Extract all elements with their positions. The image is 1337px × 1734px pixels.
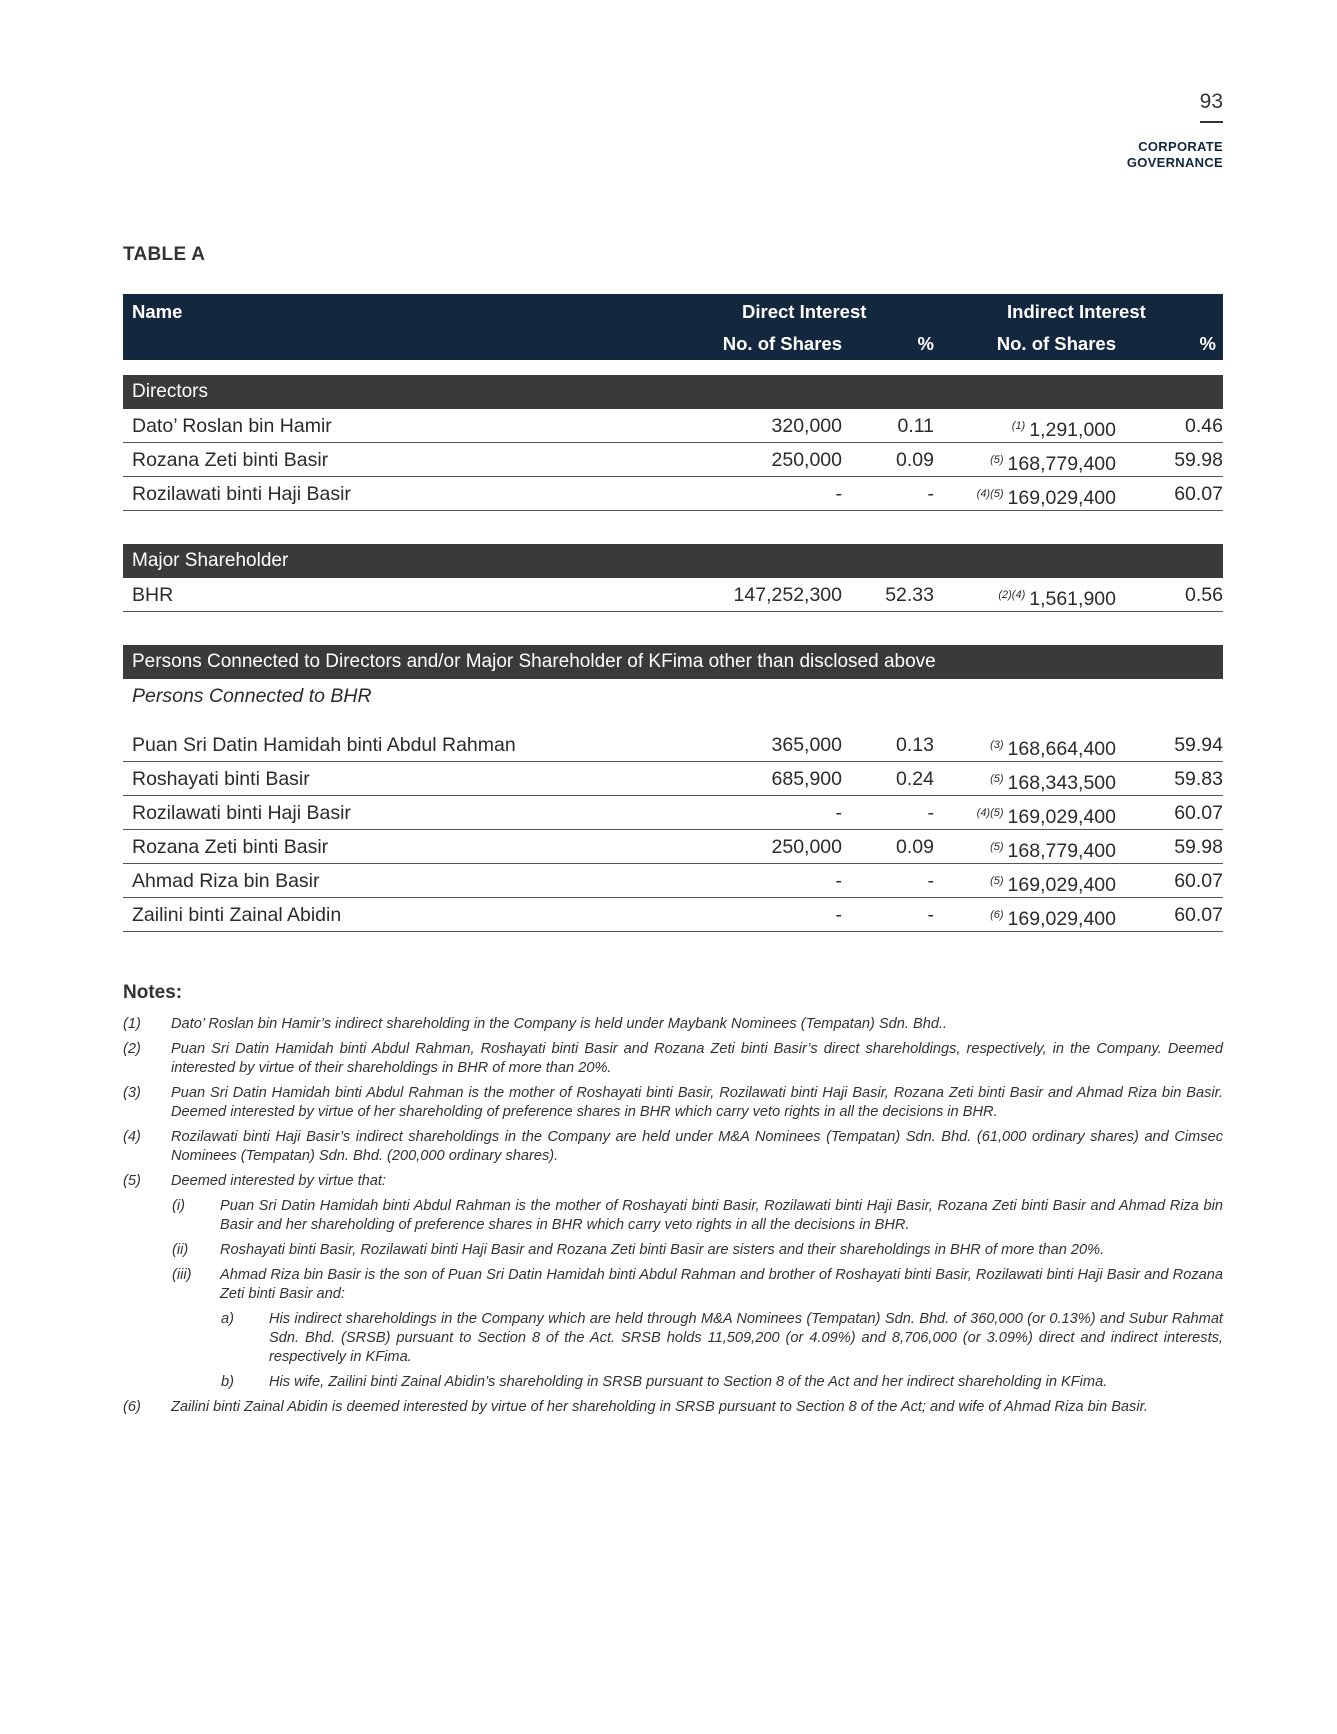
table-row bbox=[123, 864, 1223, 898]
row-note-ref: (3) bbox=[990, 739, 1004, 751]
row-indirect-shares-cell bbox=[977, 796, 1116, 834]
table-row bbox=[123, 409, 1223, 443]
row-indirect-shares-cell bbox=[990, 898, 1116, 936]
group-persons-connected: Persons Connected to Directors and/or Major Shareholder of KFima other than disclosed above bbox=[123, 645, 1223, 679]
row-direct-shares: - bbox=[835, 904, 842, 926]
row-indirect-shares: 169,029,400 bbox=[1007, 908, 1116, 930]
table-row bbox=[123, 578, 1223, 612]
note-item bbox=[123, 1172, 1223, 1191]
row-direct-pct: 0.11 bbox=[897, 415, 934, 437]
row-direct-pct: - bbox=[927, 483, 934, 505]
note-item bbox=[123, 1241, 1223, 1260]
row-indirect-pct: 59.98 bbox=[1174, 836, 1223, 858]
section-label-line2: GOVERNANCE bbox=[1126, 155, 1223, 170]
row-name: Rozilawati binti Haji Basir bbox=[132, 802, 351, 824]
row-name: Ahmad Riza bin Basir bbox=[132, 870, 320, 892]
row-note-ref: (5) bbox=[990, 773, 1004, 785]
persons-connected-rows bbox=[123, 728, 1223, 932]
note-text: Rozilawati binti Haji Basir’s indirect shareholdings in the Company are held under M&A Nominees (Tempatan) Sdn. Bhd. (61,000 ordinary shares) and Cimsec Nominees (Tempatan) Sdn. Bhd. (200,000 ordinary shares). bbox=[171, 1129, 1223, 1164]
row-note-ref: (5) bbox=[990, 841, 1004, 853]
note-item bbox=[123, 1373, 1223, 1392]
table-row bbox=[123, 443, 1223, 477]
row-indirect-pct: 59.83 bbox=[1174, 768, 1223, 790]
header-indirect-interest: Indirect Interest bbox=[1007, 301, 1146, 322]
row-note-ref: (5) bbox=[990, 875, 1004, 887]
note-label: (1) bbox=[123, 1016, 141, 1032]
page-number-rule bbox=[1200, 121, 1223, 123]
note-text: Ahmad Riza bin Basir is the son of Puan Sri Datin Hamidah binti Abdul Rahman and brother of Roshayati binti Basir, Rozilawati binti Haji Basir and Rozana Zeti binti Basir and: bbox=[220, 1267, 1223, 1302]
note-text: Deemed interested by virtue that: bbox=[171, 1173, 386, 1189]
row-direct-pct: 0.09 bbox=[896, 836, 934, 858]
row-indirect-shares-cell bbox=[998, 578, 1116, 616]
row-name: Dato’ Roslan bin Hamir bbox=[132, 415, 332, 437]
header-direct-shares: No. of Shares bbox=[722, 333, 842, 354]
row-direct-shares: 320,000 bbox=[771, 415, 842, 437]
note-text: Puan Sri Datin Hamidah binti Abdul Rahman, Roshayati binti Basir and Rozana Zeti binti Basir’s direct shareholdings, respectively, in the Company. Deemed interested by virtue of their shareholdings in BHR of more than 20%. bbox=[171, 1041, 1223, 1076]
note-text: Zailini binti Zainal Abidin is deemed interested by virtue of her shareholding in SRSB pursuant to Section 8 of the Act; and wife of Ahmad Riza bin Basir. bbox=[171, 1399, 1148, 1415]
row-indirect-shares: 168,343,500 bbox=[1007, 772, 1116, 794]
header-indirect-pct: % bbox=[1199, 333, 1216, 354]
row-direct-pct: - bbox=[927, 870, 934, 892]
row-note-ref: (1) bbox=[1011, 420, 1026, 432]
directors-rows bbox=[123, 409, 1223, 511]
row-indirect-shares: 169,029,400 bbox=[1007, 487, 1116, 509]
note-text: Puan Sri Datin Hamidah binti Abdul Rahman is the mother of Roshayati binti Basir, Rozilawati binti Haji Basir, Rozana Zeti binti Basir and Ahmad Riza bin Basir and her shareholding of preference shares in BHR which carry veto rights in all the decisions in BHR. bbox=[220, 1198, 1223, 1233]
page-number: 93 bbox=[1199, 90, 1223, 113]
row-indirect-pct: 60.07 bbox=[1174, 904, 1223, 926]
row-indirect-shares-cell bbox=[990, 443, 1116, 481]
subgroup-persons-connected-bhr: Persons Connected to BHR bbox=[132, 685, 372, 707]
row-indirect-pct: 60.07 bbox=[1174, 870, 1223, 892]
header-direct-interest: Direct Interest bbox=[742, 301, 867, 322]
note-item bbox=[123, 1084, 1223, 1122]
note-text: His indirect shareholdings in the Company which are held through M&A Nominees (Tempatan) Sdn. Bhd. of 360,000 (or 0.13%) and Subur Rahmat Sdn. Bhd. (SRSB) pursuant to Section 8 of the Act. SRSB holds 11,509,200 (or 4.09%) and 8,706,000 (or 3.09%) direct and indirect interests, respectively in KFima. bbox=[269, 1311, 1223, 1365]
row-indirect-shares: 1,561,900 bbox=[1029, 588, 1116, 610]
row-name: Rozana Zeti binti Basir bbox=[132, 449, 329, 471]
table-header bbox=[123, 294, 1223, 360]
note-label: (5) bbox=[123, 1173, 141, 1189]
row-indirect-shares-cell bbox=[990, 830, 1116, 868]
row-direct-pct: 0.09 bbox=[896, 449, 934, 471]
row-indirect-shares-cell bbox=[990, 762, 1116, 800]
row-indirect-pct: 60.07 bbox=[1174, 483, 1223, 505]
row-direct-pct: - bbox=[927, 904, 934, 926]
row-indirect-pct: 59.94 bbox=[1174, 734, 1223, 756]
row-indirect-shares: 168,664,400 bbox=[1007, 738, 1116, 760]
table-row bbox=[123, 830, 1223, 864]
note-item bbox=[123, 1015, 1223, 1034]
header-direct-pct: % bbox=[917, 333, 934, 354]
row-indirect-pct: 0.56 bbox=[1185, 584, 1223, 606]
group-major-shareholder: Major Shareholder bbox=[123, 544, 1223, 578]
note-item bbox=[123, 1128, 1223, 1166]
note-label: (4) bbox=[123, 1129, 141, 1145]
note-label: (i) bbox=[172, 1198, 185, 1214]
note-text: Roshayati binti Basir, Rozilawati binti Haji Basir and Rozana Zeti binti Basir are sisters and their shareholdings in BHR of more than 20%. bbox=[220, 1242, 1105, 1258]
note-text: His wife, Zailini binti Zainal Abidin’s shareholding in SRSB pursuant to Section 8 of the Act and her indirect shareholding in KFima. bbox=[269, 1374, 1108, 1390]
row-direct-pct: - bbox=[927, 802, 934, 824]
notes-list bbox=[123, 1015, 1223, 1423]
row-note-ref: (4)(5) bbox=[976, 807, 1004, 819]
row-indirect-pct: 59.98 bbox=[1174, 449, 1223, 471]
row-name: Rozana Zeti binti Basir bbox=[132, 836, 329, 858]
row-indirect-shares: 168,779,400 bbox=[1007, 840, 1116, 862]
row-direct-pct: 52.33 bbox=[885, 584, 934, 606]
table-body bbox=[123, 375, 1223, 932]
section-label-line1: CORPORATE bbox=[1138, 139, 1223, 154]
row-indirect-shares-cell bbox=[990, 864, 1116, 902]
note-item bbox=[123, 1310, 1223, 1367]
row-name: Roshayati binti Basir bbox=[132, 768, 310, 790]
note-label: (3) bbox=[123, 1085, 141, 1101]
subgroup-spacer bbox=[123, 713, 1223, 728]
group-directors: Directors bbox=[123, 375, 1223, 409]
row-indirect-pct: 0.46 bbox=[1185, 415, 1223, 437]
group-spacer bbox=[123, 511, 1223, 544]
row-direct-shares: - bbox=[835, 802, 842, 824]
row-note-ref: (5) bbox=[990, 454, 1004, 466]
row-indirect-pct: 60.07 bbox=[1174, 802, 1223, 824]
row-name: Zailini binti Zainal Abidin bbox=[132, 904, 342, 926]
row-note-ref: (2)(4) bbox=[998, 589, 1026, 601]
row-direct-shares: - bbox=[835, 870, 842, 892]
note-label: (iii) bbox=[172, 1267, 192, 1283]
row-name: BHR bbox=[132, 584, 174, 606]
row-indirect-shares-cell bbox=[977, 477, 1116, 515]
table-row bbox=[123, 477, 1223, 511]
row-indirect-shares-cell bbox=[1012, 409, 1116, 447]
table-row bbox=[123, 762, 1223, 796]
note-label: (6) bbox=[123, 1399, 141, 1415]
row-indirect-shares: 168,779,400 bbox=[1007, 453, 1116, 475]
row-direct-shares: 250,000 bbox=[771, 836, 842, 858]
row-direct-pct: 0.24 bbox=[896, 768, 934, 790]
table-row bbox=[123, 796, 1223, 830]
table-row bbox=[123, 898, 1223, 932]
header-name: Name bbox=[132, 301, 183, 322]
note-label: (ii) bbox=[172, 1242, 189, 1258]
note-text: Dato’ Roslan bin Hamir’s indirect shareholding in the Company is held under Maybank Nominees (Tempatan) Sdn. Bhd.. bbox=[171, 1016, 948, 1032]
table-row bbox=[123, 728, 1223, 762]
note-label: b) bbox=[221, 1374, 234, 1390]
header-indirect-shares: No. of Shares bbox=[996, 333, 1116, 354]
table-title: TABLE A bbox=[123, 244, 206, 265]
row-indirect-shares: 1,291,000 bbox=[1029, 419, 1116, 441]
row-direct-shares: 250,000 bbox=[771, 449, 842, 471]
note-item bbox=[123, 1266, 1223, 1304]
row-indirect-shares: 169,029,400 bbox=[1007, 874, 1116, 896]
row-direct-shares: - bbox=[835, 483, 842, 505]
note-item bbox=[123, 1040, 1223, 1078]
group-spacer bbox=[123, 612, 1223, 645]
section-label bbox=[1127, 139, 1223, 171]
row-note-ref: (6) bbox=[990, 909, 1004, 921]
note-item bbox=[123, 1398, 1223, 1417]
notes-title: Notes: bbox=[123, 982, 183, 1003]
row-indirect-shares-cell bbox=[990, 728, 1116, 766]
row-direct-shares: 147,252,300 bbox=[733, 584, 842, 606]
note-label: (2) bbox=[123, 1041, 141, 1057]
note-text: Puan Sri Datin Hamidah binti Abdul Rahman is the mother of Roshayati binti Basir, Rozilawati binti Haji Basir, Rozana Zeti binti Basir and Ahmad Riza bin Basir. Deemed interested by virtue of her shareholding of preference shares in BHR which carry veto rights in all the decisions in BHR. bbox=[171, 1085, 1223, 1120]
row-direct-shares: 685,900 bbox=[771, 768, 842, 790]
note-item bbox=[123, 1197, 1223, 1235]
note-label: a) bbox=[221, 1311, 234, 1327]
row-name: Puan Sri Datin Hamidah binti Abdul Rahman bbox=[132, 734, 516, 756]
row-name: Rozilawati binti Haji Basir bbox=[132, 483, 351, 505]
row-direct-shares: 365,000 bbox=[771, 734, 842, 756]
row-direct-pct: 0.13 bbox=[896, 734, 934, 756]
major-shareholder-rows bbox=[123, 578, 1223, 612]
row-note-ref: (4)(5) bbox=[976, 488, 1004, 500]
row-indirect-shares: 169,029,400 bbox=[1007, 806, 1116, 828]
